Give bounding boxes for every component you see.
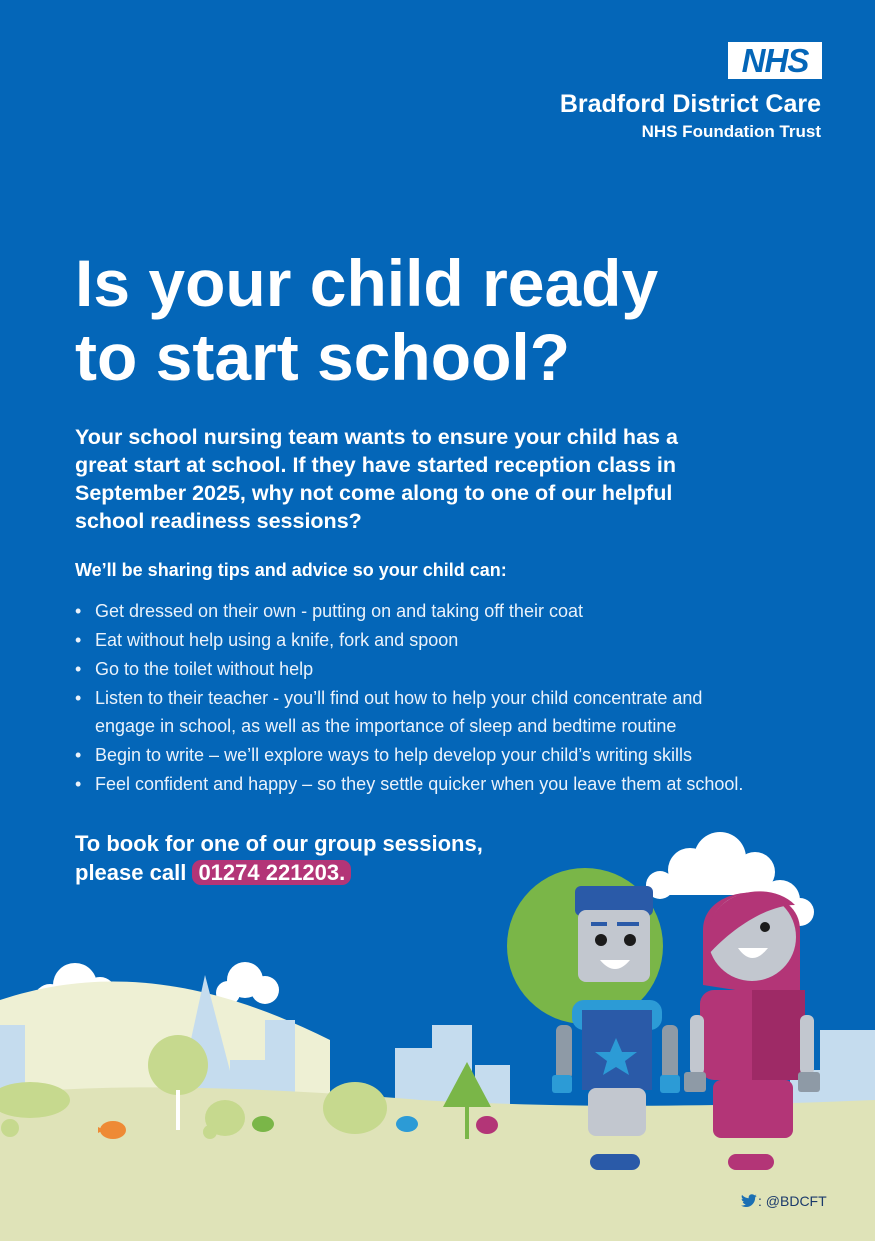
title-line-2: to start school?	[75, 320, 571, 394]
list-item	[75, 655, 835, 683]
bullet-icon: •	[75, 688, 82, 708]
bullet-icon: •	[75, 774, 82, 794]
bird-pink	[476, 1116, 498, 1134]
list-item-text: Feel confident and happy – so they settle quicker when you leave them at school.	[95, 774, 744, 794]
list-item-text: Begin to write – we’ll explore ways to help develop your child’s writing skills	[95, 745, 692, 765]
bullet-icon: •	[75, 630, 82, 650]
list-item	[75, 684, 835, 740]
list-item-text: Eat without help using a knife, fork and spoon	[95, 630, 459, 650]
bullet-icon: •	[75, 745, 82, 765]
tree-trunk	[176, 1090, 180, 1130]
triangle-tree-trunk	[465, 1105, 469, 1139]
booking-prefix: please call	[75, 860, 187, 885]
booking-line-1: To book for one of our group sessions,	[75, 831, 483, 856]
booking-callout	[75, 829, 483, 887]
twitter-handle[interactable]	[740, 1193, 827, 1209]
list-item	[75, 597, 835, 625]
booking-line-2	[75, 858, 483, 887]
twitter-bird-icon	[740, 1194, 758, 1208]
intro-paragraph	[75, 423, 815, 535]
org-subtitle: NHS Foundation Trust	[641, 122, 821, 141]
org-name: Bradford District Care	[559, 90, 821, 118]
list-item-text: Go to the toilet without help	[95, 659, 314, 679]
intro-line-3: September 2025, why not come along to one of our helpful	[75, 481, 673, 505]
nhs-logo	[728, 42, 822, 79]
nhs-logo-text: NHS	[741, 42, 809, 79]
list-item	[75, 770, 835, 798]
page-title	[75, 246, 835, 394]
bullet-icon: •	[75, 659, 82, 679]
intro-line-1: Your school nursing team wants to ensure your child has a	[75, 425, 678, 449]
list-item-text-continued: engage in school, as well as the importance of sleep and bedtime routine	[95, 716, 677, 736]
twitter-handle-text: : @BDCFT	[758, 1193, 827, 1209]
list-item-text: Listen to their teacher - you’ll find out how to help your child concentrate and	[95, 688, 703, 708]
intro-line-4: school readiness sessions?	[75, 509, 362, 533]
intro-line-2: great start at school. If they have started reception class in	[75, 453, 677, 477]
tips-heading: We’ll be sharing tips and advice so your child can:	[75, 560, 507, 580]
bird-blue	[396, 1116, 418, 1132]
list-item-text: Get dressed on their own - putting on and taking off their coat	[95, 601, 583, 621]
tips-list	[75, 597, 835, 799]
list-item	[75, 741, 835, 769]
title-line-1: Is your child ready	[75, 246, 659, 320]
list-item	[75, 626, 835, 654]
phone-number[interactable]: 01274 221203.	[192, 860, 351, 885]
bird-green	[252, 1116, 274, 1132]
bullet-icon: •	[75, 601, 82, 621]
